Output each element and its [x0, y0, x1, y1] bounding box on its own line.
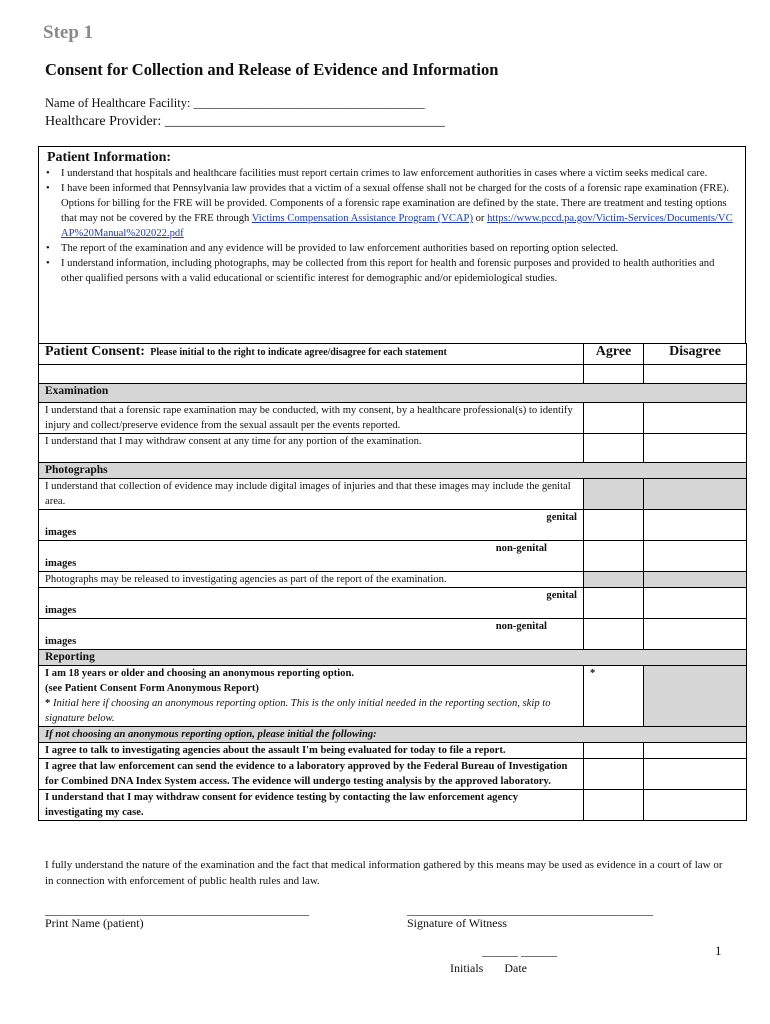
vcap-link[interactable]: Victims Compensation Assistance Program (VCAP) — [251, 213, 473, 224]
photo-collection-text: I understand that collection of evidence may include digital images of injuries and that these images may include the genital area. — [39, 479, 584, 510]
release-nongenital-disagree-box[interactable] — [644, 619, 747, 650]
photo-nongenital-disagree-box[interactable] — [644, 541, 747, 572]
info-bullet-costs — [45, 181, 737, 241]
table-row — [39, 759, 747, 790]
exam-withdraw-agree-box[interactable] — [584, 434, 644, 463]
info-or-text: or — [472, 213, 488, 224]
examination-heading: Examination — [39, 384, 747, 403]
table-row — [39, 541, 747, 572]
talk-agencies-text: I agree to talk to investigating agencies about the assault I'm being evaluated for today to file a report. — [39, 743, 584, 759]
patient-information-list — [45, 166, 737, 286]
photographs-section-row — [39, 463, 747, 479]
non-genital-label: non-genital — [495, 543, 547, 554]
table-row — [39, 666, 747, 727]
witness-signature-line[interactable]: _________________________________________ — [407, 903, 653, 917]
reporting-section-row — [39, 650, 747, 666]
spacer-disagree — [644, 365, 747, 384]
reporting-heading: Reporting — [39, 650, 747, 666]
patient-name-line[interactable]: ____________________________________________ — [45, 903, 309, 917]
anonymous-disagree-box — [644, 666, 747, 727]
release-genital-agree-box[interactable] — [584, 588, 644, 619]
step-label: Step 1 — [43, 22, 94, 43]
initials-date-labels — [450, 961, 527, 976]
release-nongenital-agree-box[interactable] — [584, 619, 644, 650]
not-anonymous-heading: If not choosing an anonymous reporting option, please initial the following: — [39, 727, 747, 743]
patient-name-label: Print Name (patient) — [45, 916, 144, 930]
photo-release-text: Photographs may be released to investigating agencies as part of the report of the examination. — [39, 572, 584, 588]
photo-genital-agree-box[interactable] — [584, 510, 644, 541]
exam-consent-disagree-box[interactable] — [644, 403, 747, 434]
exam-withdraw-disagree-box[interactable] — [644, 434, 747, 463]
release-genital-disagree-box[interactable] — [644, 588, 747, 619]
anonymous-note-text: Initial here if choosing an anonymous reporting option. This is the only initial needed in the reporting section, skip to signature below. — [45, 698, 551, 724]
withdraw-testing-agree-box[interactable] — [584, 790, 644, 821]
photographs-heading: Photographs — [39, 463, 747, 479]
genital-label: genital — [546, 590, 577, 601]
images-label: images — [45, 636, 77, 647]
patient-consent-heading: Patient Consent: — [45, 344, 145, 359]
initials-date-lines[interactable]: ______ ______ — [482, 944, 557, 958]
consent-header-row — [39, 344, 747, 365]
table-row — [39, 588, 747, 619]
anonymous-initial-box[interactable] — [584, 666, 644, 727]
table-row — [39, 743, 747, 759]
spacer-cell — [39, 365, 584, 384]
table-row — [39, 403, 747, 434]
facility-name-field[interactable]: Name of Healthcare Facility: _____________________________________ — [45, 96, 425, 110]
photo-collection-nongenital-cell — [39, 541, 584, 572]
table-row — [39, 434, 747, 463]
page-number: 1 — [715, 943, 722, 958]
not-anonymous-row — [39, 727, 747, 743]
exam-consent-agree-box[interactable] — [584, 403, 644, 434]
initials-label: Initials — [450, 961, 484, 975]
spacer-row — [39, 365, 747, 384]
anonymous-report-cell — [39, 666, 584, 727]
laboratory-agree-box[interactable] — [584, 759, 644, 790]
spacer-agree — [584, 365, 644, 384]
info-bullet-costs-text: I have been informed that Pennsylvania law provides that a victim of a sexual offense shall not be charged for the costs of a forensic rape examination (FRE). Options for billing for the FRE will be provided. Components of a forensic rape examination are defined by the state. There are treatment and testing options that may not be covered by the FRE through — [61, 183, 729, 224]
genital-label: genital — [546, 512, 577, 523]
consent-header-cell — [39, 344, 584, 365]
table-row — [39, 572, 747, 588]
images-label: images — [45, 558, 77, 569]
date-label: Date — [504, 961, 527, 975]
photo-release-nongenital-cell — [39, 619, 584, 650]
anonymous-star: * — [45, 698, 51, 709]
withdraw-testing-disagree-box[interactable] — [644, 790, 747, 821]
photo-collection-agree-box — [584, 479, 644, 510]
talk-agencies-disagree-box[interactable] — [644, 743, 747, 759]
asterisk-mark: * — [590, 668, 596, 679]
photo-release-genital-cell — [39, 588, 584, 619]
info-bullet-photographs: • I understand information, including photographs, may be collected from this report for health and forensic purposes and provided to health authorities and other qualified persons with a valid educational or scientific interest for demographic and/or epidemiological studies. — [45, 256, 737, 286]
withdraw-testing-text: I understand that I may withdraw consent for evidence testing by contacting the law enforcement agency investigating my case. — [39, 790, 584, 821]
examination-section-row — [39, 384, 747, 403]
non-genital-label: non-genital — [495, 621, 547, 632]
table-row — [39, 790, 747, 821]
anonymous-report-text: I am 18 years or older and choosing an anonymous reporting option. — [45, 668, 355, 679]
photo-nongenital-agree-box[interactable] — [584, 541, 644, 572]
info-bullet-report: • The report of the examination and any evidence will be provided to law enforcement authorities based on reporting option selected. — [45, 241, 737, 256]
patient-information-heading: Patient Information: — [47, 150, 172, 165]
anonymous-report-note — [45, 696, 577, 726]
photo-release-disagree-box — [644, 572, 747, 588]
talk-agencies-agree-box[interactable] — [584, 743, 644, 759]
witness-signature-label: Signature of Witness — [407, 916, 507, 930]
info-bullet-reporting: • I understand that hospitals and healthcare facilities must report certain crimes to law enforcement authorities in cases where a victim seeks medical care. — [45, 166, 737, 181]
exam-withdraw-text: I understand that I may withdraw consent at any time for any portion of the examination. — [39, 434, 584, 463]
agree-column-header: Agree — [584, 344, 644, 365]
anonymous-report-reference: (see Patient Consent Form Anonymous Report) — [45, 683, 259, 694]
exam-consent-text: I understand that a forensic rape examination may be conducted, with my consent, by a healthcare professional(s) to identify injury and collect/preserve evidence from the sexual assault per the events reported. — [39, 403, 584, 434]
table-row — [39, 479, 747, 510]
laboratory-text: I agree that law enforcement can send the evidence to a laboratory approved by the Federal Bureau of Investigation for Combined DNA Index System access. The evidence will undergo testing analysis by the approved laboratory. — [39, 759, 584, 790]
patient-information-box — [38, 146, 746, 344]
vcap-manual-link[interactable]: https://www.pccd.pa.gov/Victim-Services/Documents/VCAP%20Manual%202022.pdf — [61, 213, 733, 239]
images-label: images — [45, 605, 77, 616]
acknowledgement-text: I fully understand the nature of the examination and the fact that medical information gathered by this means may be used as evidence in a court of law or in connection with enforcement of public health rules and law. — [45, 859, 723, 887]
patient-consent-table — [38, 343, 747, 821]
photo-collection-disagree-box — [644, 479, 747, 510]
laboratory-disagree-box[interactable] — [644, 759, 747, 790]
consent-instructions: Please initial to the right to indicate agree/disagree for each statement — [150, 347, 447, 358]
photo-release-agree-box — [584, 572, 644, 588]
table-row — [39, 510, 747, 541]
photo-collection-genital-cell — [39, 510, 584, 541]
healthcare-provider-field[interactable]: Healthcare Provider: ________________________________________ — [45, 114, 445, 129]
images-label: images — [45, 527, 77, 538]
photo-genital-disagree-box[interactable] — [644, 510, 747, 541]
disagree-column-header: Disagree — [644, 344, 747, 365]
table-row — [39, 619, 747, 650]
form-title: Consent for Collection and Release of Evidence and Information — [45, 60, 499, 79]
